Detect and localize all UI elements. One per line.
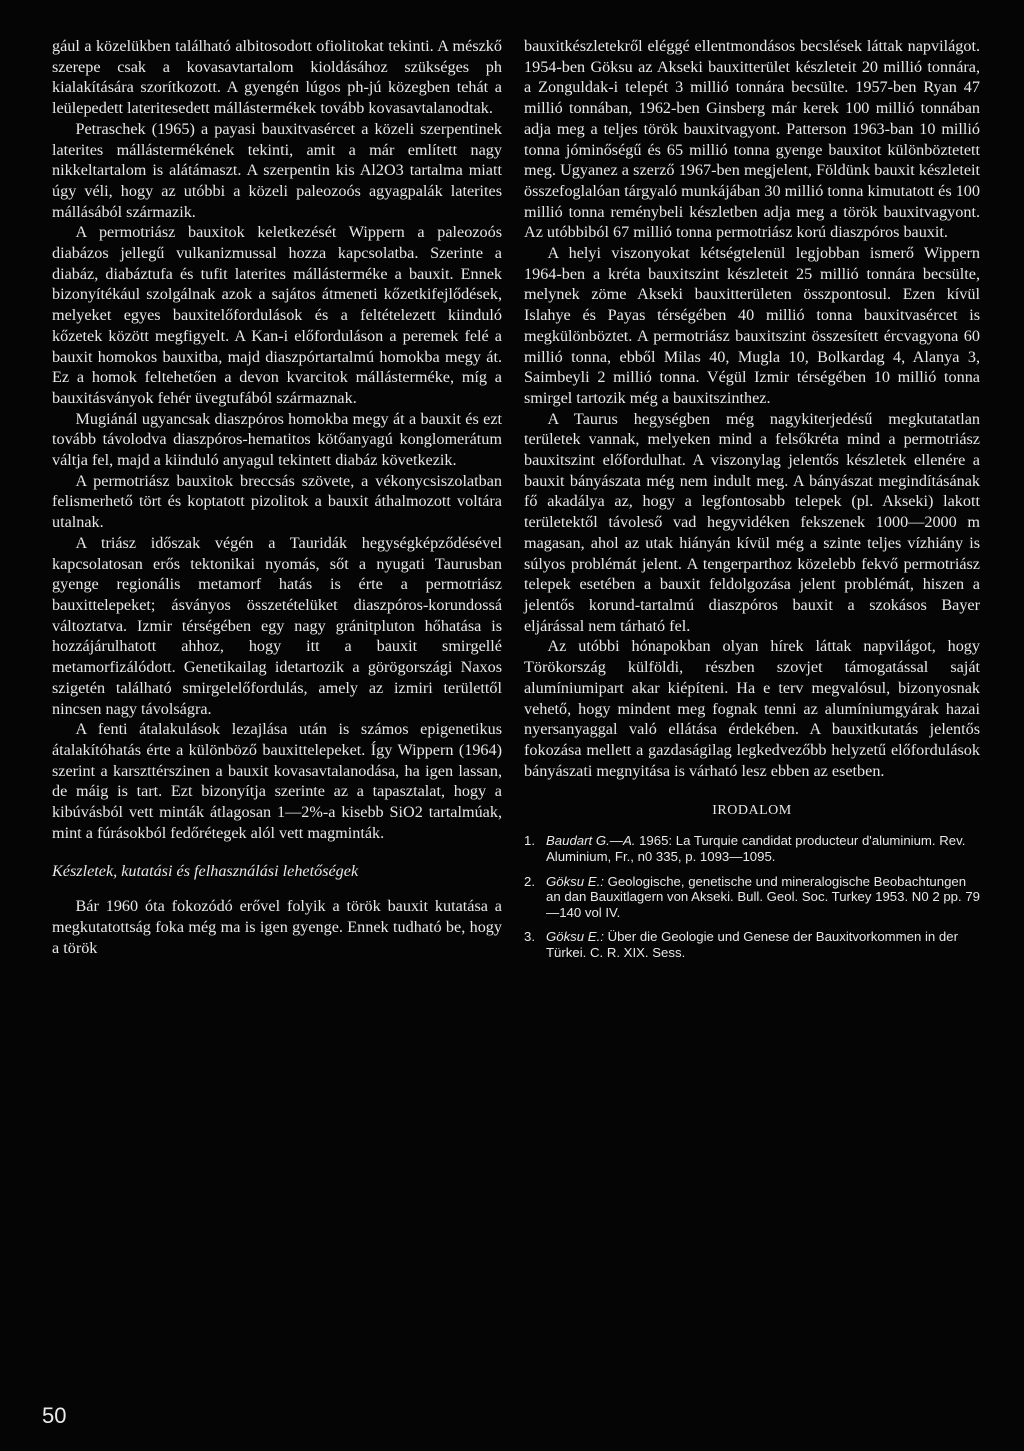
paragraph: Petraschek (1965) a payasi bauxitvasércet a közeli szerpentinek laterites mállástermékének tekinti, amit a már említett nagy nikkeltartalom is alátámaszt. A szerpentin kis Al2O3 tartalma miatt úgy véli, hogy az utóbbi a közeli paleozoós agyagpalák laterites mállásából származik. — [52, 119, 502, 221]
reference-text: Über die Geologie und Genese der Bauxitvorkommen in der Türkei. C. R. XIX. Sess. — [546, 929, 958, 960]
paragraph: A permotriász bauxitok breccsás szövete, a vékonycsiszolatban felismerhető tört és koptatott pizolitok a bauxit áthalmozott voltára utalnak. — [52, 471, 502, 532]
reference-item — [524, 874, 980, 921]
reference-author: Göksu E.: — [546, 873, 604, 889]
reference-item — [524, 833, 980, 864]
section-heading: Készletek, kutatási és felhasználási lehetőségek — [52, 862, 359, 881]
reference-body — [546, 874, 980, 921]
reference-text: Geologische, genetische und mineralogische Beobachtungen an dan Bauxitlagern von Akseki. Bull. Geol. Soc. Turkey 1953. N0 2 pp. 79—140 vol IV. — [546, 873, 980, 920]
left-paragraphs — [52, 36, 502, 843]
reference-number: 3. — [524, 929, 535, 945]
reference-body — [546, 833, 980, 864]
paragraph: A fenti átalakulások lezajlása után is számos epigenetikus átalakítóhatás érte a különböző bauxittelepeket. Így Wippern (1964) szerint a karszttérszinen a bauxit kovasavtalanodása, ha igen lassan, de máig is tart. Ezt bizonyítja szerinte az a tapasztalat, hogy a kibúvásból vett minták átlagosan 1—2%-a kisebb SiO2 tartalmúak, mint a fúrásokból fedőrétegek alól vett magminták. — [52, 720, 502, 842]
references-title: IRODALOM — [712, 803, 792, 819]
paragraph: Mugiánál ugyancsak diaszpóros homokba megy át a bauxit és ezt tovább távolodva diaszpóros-hematitos kötőanyagú konglomerátum váltja fel, majd a kiinduló anyagul tekintett diabáz következik. — [52, 409, 502, 470]
paragraph: A triász időszak végén a Tauridák hegységképződésével kapcsolatosan erős tektonikai nyomás, sőt a nyugati Taurusban gyenge regionális metamorf hatás is érte a permotriász bauxittelepeket; ásványos összetételüket diaszpóros-korundossá változtatva. Izmir térségében egy nagy gránitpluton hőhatása is hozzájárulhatott ahhoz, hogy itt a bauxit smirgellé metamorfizálódott. Genetikailag idetartozik a görögországi Naxos szigetén található smirgelelőfordulás, amely az izmiri területtől nincsen nagy távolságra. — [52, 533, 502, 718]
reference-body — [546, 929, 980, 960]
paragraph: Bár 1960 óta fokozódó erővel folyik a török bauxit kutatása a megkutatottság foka még ma is igen gyenge. Ennek tudható be, hogy a török — [52, 897, 502, 957]
paragraph: Az utóbbi hónapokban olyan hírek láttak napvilágot, hogy Törökország külföldi, részben szovjet támogatással saját alumíniumipart akar kiépíteni. Ha e terv megvalósul, bizonyosnak vehető, hogy mindent meg fognak tenni az alumíniumgyárak hazai nyersanyaggal való ellátása érdekében. A bauxitkutatás jelentős fokozása mellett a gazdaságilag legkedvezőbb helyzetű előfordulások bányászati megnyitása is várható lesz ebben az esetben. — [524, 637, 980, 780]
paragraph: gául a közelükben található albitosodott ofiolitokat tekinti. A mészkő szerepe csak a kovasavtartalom kioldásához szükséges ph kialakítására szorítkozott. A gyengén lúgos ph-jú közegben tehát a leülepedett lateritesedett mállástermékek tovább kovasavtalanodtak. — [52, 37, 502, 118]
reference-author: Göksu E.: — [546, 929, 604, 945]
paragraph: A Taurus hegységben még nagykiterjedésű megkutatatlan területek vannak, melyeken mind a felsőkréta mind a permotriász bauxitszint előfordulhat. A viszonylag jelentős készletek ellenére a bauxit bányászata még nem indult meg. A bányászat megindításának fő akadálya az, hogy a legfontosabb telepek (pl. Akseki) lakott területektől távoleső vad hegyvidéken fekszenek 1000—2000 m magasan, ahol az utak hiányán kívül még a szinte teljes vízhiány is súlyos problémát jelent. A tengerparthoz közelebb fekvő permotriász telepek esetében a bauxit feldolgozása jelent problémát, hiszen a jelentős korund-tartalmú diaszpóros bauxit a szokásos Bayer eljárással nem tárható fel. — [524, 409, 980, 635]
reference-item — [524, 929, 980, 960]
paragraph: A permotriász bauxitok keletkezését Wippern a paleozoós diabázos jellegű vulkanizmussal hozza kapcsolatba. Szerinte a diabáz, diabáztufa és tufit laterites mállásterméke a bauxit. Ennek bizonyítékául szolgálnak azok a sajátos átmeneti kőzetkifejlődések, melyeket egyes bauxitelőfordulások és a feltételezett kiinduló kőzetek között megfigyelt. A Kan-i előforduláson a peremek felé a bauxit homokos bauxitba, majd diaszpórtartalmú homokba megy át. Ez a homok feltehetően a devon kvarcitok mállásterméke, míg a bauxitásványok fehér üvegtufából származnak. — [52, 223, 502, 407]
references-list — [524, 833, 980, 960]
page-number: 50 — [42, 1403, 67, 1428]
reference-number: 2. — [524, 873, 535, 889]
reference-number: 1. — [524, 833, 535, 849]
left-after-heading — [52, 896, 502, 958]
right-paragraphs — [524, 36, 980, 781]
reference-author: Baudart G.—A. — [546, 833, 636, 849]
right-column — [524, 36, 980, 969]
paragraph: bauxitkészletekről eléggé ellentmondásos becslések láttak napvilágot. 1954-ben Göksu az Akseki bauxitterület készleteit 20 millió tonnára, a Zonguldak-i telepét 3 millió tonnára becsülte. 1957-ben Ryan 47 millió tonnában, 1962-ben Ginsberg már kerek 100 millió tonnában adja meg a teljes török bauxitvagyont. Patterson 1963-ban 10 millió tonna jóminőségű és 65 millió tonna gyenge bauxitot különböztetett meg. Ugyanez a szerző 1967-ben megjelent, Földünk bauxit készleteit összefoglalóan tárgyaló munkájában 30 millió tonna kimutatott és 100 millió tonna reménybeli készletben adja meg a török bauxitvagyont. Az utóbbiból 67 millió tonna permotriász korú diaszpóros bauxit. — [524, 37, 980, 242]
reference-text: 1965: La Turquie candidat producteur d'aluminium. Rev. Aluminium, Fr., n0 335, p. 1093—1095. — [546, 833, 966, 864]
paragraph: A helyi viszonyokat kétségtelenül legjobban ismerő Wippern 1964-ben a kréta bauxitszint készleteit 25 millió tonnára becsülte, melynek zöme Akseki bauxitterületen összpontosul. Ezen kívül Islahye és Payas térségében 40 millió tonna bauxitvasércet is megkülönböztet. A permotriász bauxitszint összesített ércvagyona 60 millió tonna, ebből Milas 40, Mugla 10, Bolkardag 4, Alanya 3, Saimbeyli 2 millió tonna. Végül Izmir térségében 10 millió tonna smirgel tartozik még a bauxitszinthez. — [524, 244, 980, 407]
left-column — [52, 36, 502, 958]
